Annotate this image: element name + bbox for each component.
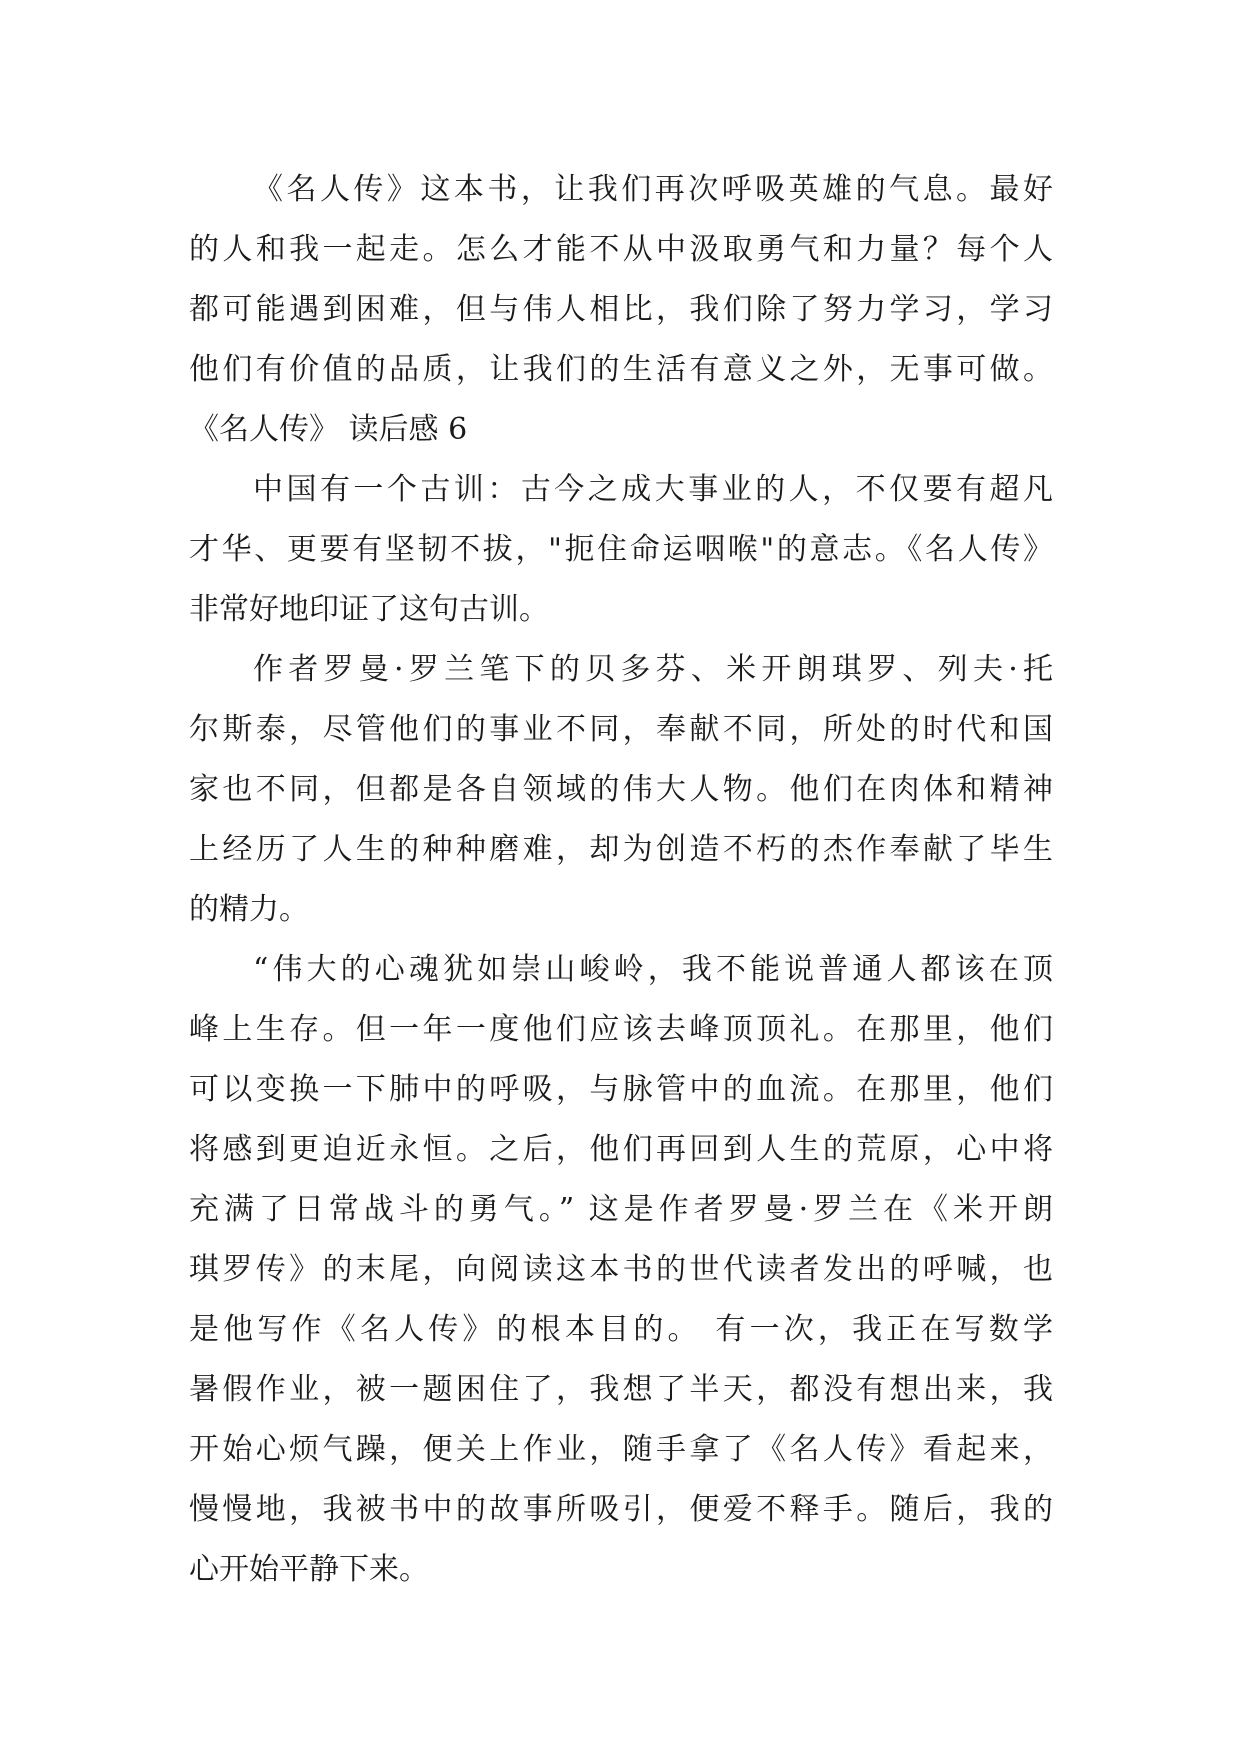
paragraph-line: 慢慢地，我被书中的故事所吸引，便爱不释手。随后，我的 xyxy=(189,1492,1053,1527)
paragraph-line: “伟大的心魂犹如崇山峻岭，我不能说普通人都该在顶 xyxy=(253,952,1053,987)
paragraph-line: 的精力。 xyxy=(189,892,309,927)
paragraph-line: 作者罗曼·罗兰笔下的贝多芬、米开朗琪罗、列夫·托 xyxy=(253,652,1053,687)
paragraph-line: 的人和我一起走。怎么才能不从中汲取勇气和力量？每个人 xyxy=(189,232,1053,267)
paragraph-line: 上经历了人生的种种磨难，却为创造不朽的杰作奉献了毕生 xyxy=(189,832,1053,867)
paragraph-line: 家也不同，但都是各自领域的伟大人物。他们在肉体和精神 xyxy=(189,772,1053,807)
paragraph-line: 琪罗传》的末尾，向阅读这本书的世代读者发出的呼喊，也 xyxy=(189,1252,1053,1287)
section-heading: 《名人传》 读后感 6 xyxy=(189,412,468,447)
paragraph-line: 开始心烦气躁，便关上作业，随手拿了《名人传》看起来， xyxy=(189,1432,1053,1467)
paragraph-line: 是他写作《名人传》的根本目的。 有一次，我正在写数学 xyxy=(189,1312,1053,1347)
paragraph-line: 非常好地印证了这句古训。 xyxy=(189,592,549,627)
document-body xyxy=(189,160,1053,1600)
paragraph-line: 中国有一个古训：古今之成大事业的人，不仅要有超凡 xyxy=(253,472,1053,507)
paragraph-line: 充满了日常战斗的勇气。” 这是作者罗曼·罗兰在《米开朗 xyxy=(189,1192,1053,1227)
paragraph-line: 心开始平静下来。 xyxy=(189,1552,429,1587)
paragraph-line: 《名人传》这本书，让我们再次呼吸英雄的气息。最好 xyxy=(253,172,1053,207)
paragraph-line: 可以变换一下肺中的呼吸，与脉管中的血流。在那里，他们 xyxy=(189,1072,1053,1107)
paragraph-line: 将感到更迫近永恒。之后，他们再回到人生的荒原，心中将 xyxy=(189,1132,1053,1167)
paragraph-line: 他们有价值的品质，让我们的生活有意义之外，无事可做。 xyxy=(189,352,1053,387)
paragraph-line: 暑假作业，被一题困住了，我想了半天，都没有想出来，我 xyxy=(189,1372,1053,1407)
paragraph-line: 都可能遇到困难，但与伟人相比，我们除了努力学习，学习 xyxy=(189,292,1053,327)
paragraph-line: 尔斯泰，尽管他们的事业不同，奉献不同，所处的时代和国 xyxy=(189,712,1053,747)
paragraph-line: 才华、更要有坚韧不拔，"扼住命运咽喉"的意志。《名人传》 xyxy=(189,532,1053,567)
paragraph-line: 峰上生存。但一年一度他们应该去峰顶顶礼。在那里，他们 xyxy=(189,1012,1053,1047)
